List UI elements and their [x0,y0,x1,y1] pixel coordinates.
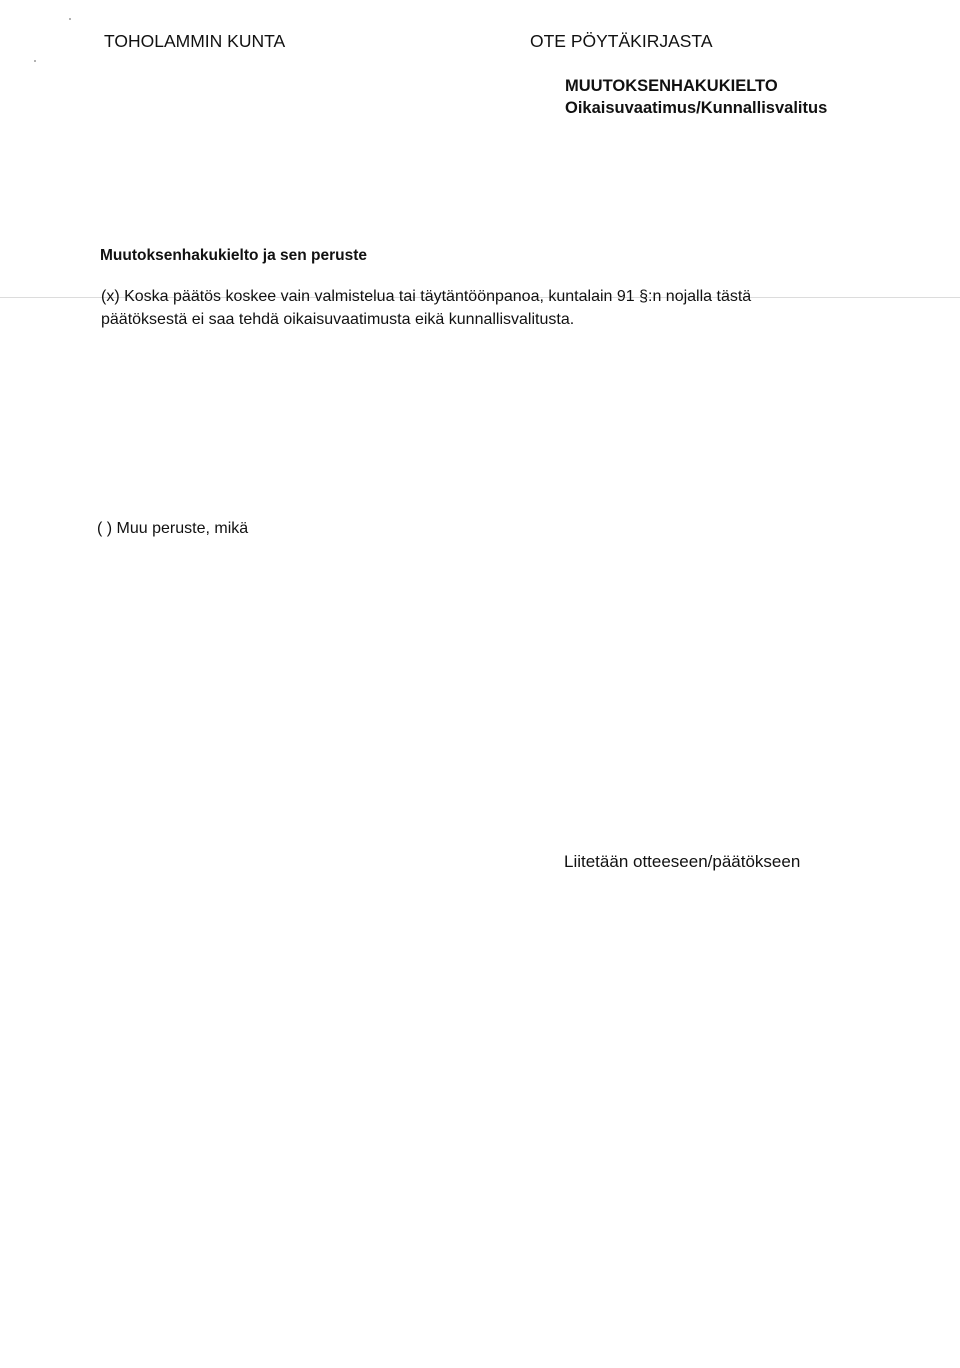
appeal-ban-title: MUUTOKSENHAKUKIELTO [565,77,778,95]
appeal-type-subtitle: Oikaisuvaatimus/Kunnallisvalitus [565,99,828,117]
organization-name: TOHOLAMMIN KUNTA [104,31,286,51]
other-ground-option: ( ) Muu peruste, mikä [97,520,249,537]
selected-ground-text-line2: päätöksestä ei saa tehdä oikaisuvaatimusta eikä kunnallisvalitusta. [101,311,575,328]
selected-ground-text-line1: (x) Koska päätös koskee vain valmistelua tai täytäntöönpanoa, kuntalain 91 §:n nojalla tästä [101,288,752,305]
scan-artifact-dot [34,60,36,62]
document-type: OTE PÖYTÄKIRJASTA [530,31,713,51]
attached-note: Liitetään otteeseen/päätökseen [564,852,801,871]
section-heading: Muutoksenhakukielto ja sen peruste [100,247,368,264]
scan-artifact-dot [69,18,71,20]
